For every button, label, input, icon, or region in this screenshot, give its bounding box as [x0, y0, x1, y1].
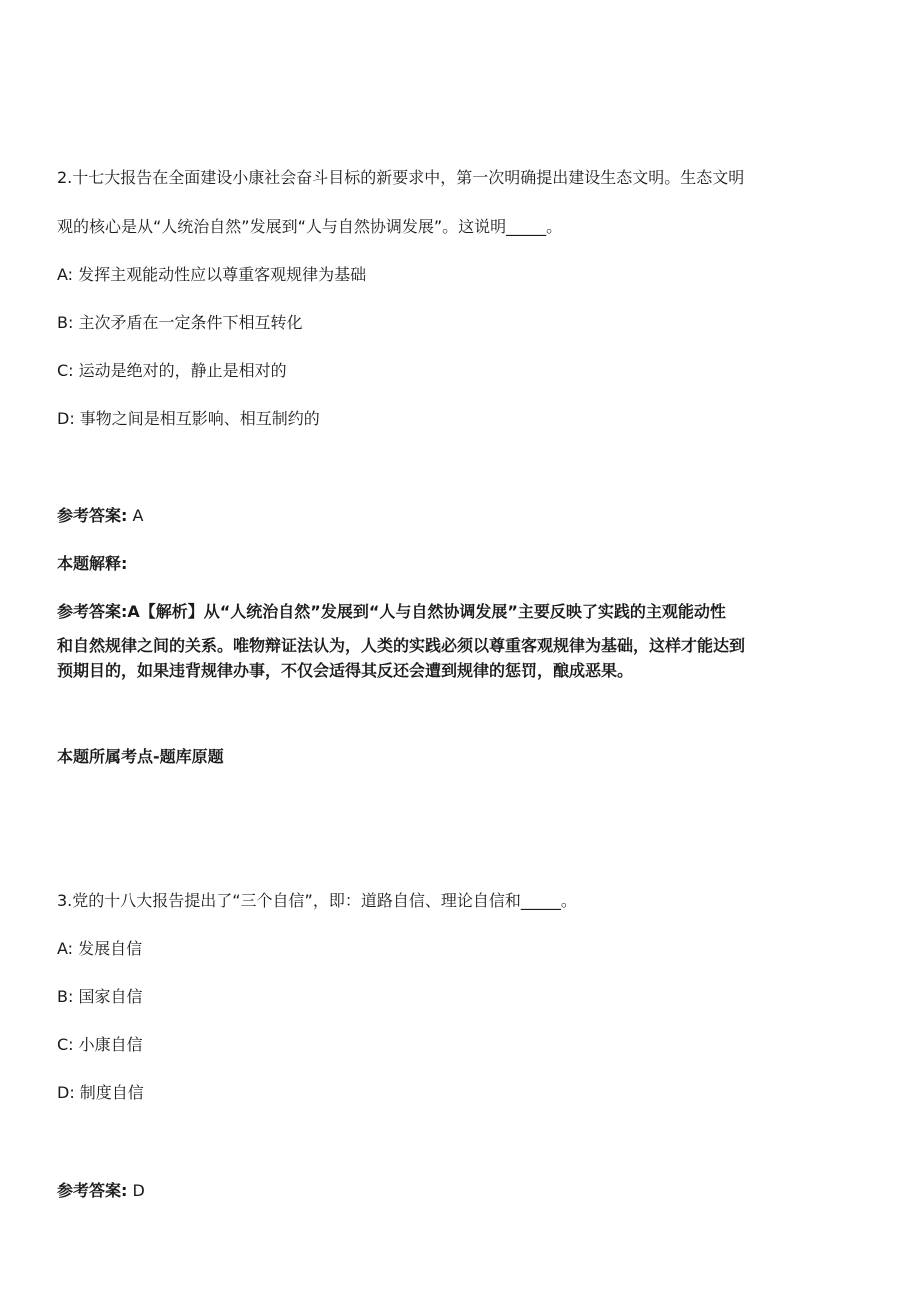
q3-answer-value: D	[127, 1181, 145, 1200]
q2-explanation-line-1: 参考答案:A【解析】从“人统治自然”发展到“人与自然协调发展”主要反映了实践的主观能动性	[57, 602, 726, 621]
q3-option-c: C: 小康自信	[57, 1035, 143, 1054]
q3-answer	[57, 1180, 880, 1202]
q2-stem-line-1: 2.十七大报告在全面建设小康社会奋斗目标的新要求中，第一次明确提出建设生态文明。生态文明	[57, 168, 745, 187]
q2-option-d: D: 事物之间是相互影响、相互制约的	[57, 409, 320, 428]
q2-source: 本题所属考点-题库原题	[57, 747, 224, 766]
q3-option-d: D: 制度自信	[57, 1083, 144, 1102]
q3-option-a: A: 发展自信	[57, 939, 143, 958]
q2-explanation-title: 本题解释:	[57, 554, 128, 573]
q2-option-c: C: 运动是绝对的，静止是相对的	[57, 361, 287, 380]
q2-answer-value: A	[127, 506, 144, 525]
q3-answer-label: 参考答案:	[57, 1181, 128, 1200]
q3-stem: 3.党的十八大报告提出了“三个自信”，即：道路自信、理论自信和_____。	[57, 891, 577, 910]
q3-option-b: B: 国家自信	[57, 987, 143, 1006]
q2-option-a: A: 发挥主观能动性应以尊重客观规律为基础	[57, 265, 367, 284]
q2-answer-label: 参考答案:	[57, 506, 128, 525]
q2-option-b: B: 主次矛盾在一定条件下相互转化	[57, 313, 303, 332]
q2-explanation-line-3: 预期目的，如果违背规律办事，不仅会适得其反还会遭到规律的惩罚，酿成恶果。	[57, 661, 634, 680]
q2-explanation-line-2: 和自然规律之间的关系。唯物辩证法认为，人类的实践必须以尊重客观规律为基础，这样才能达到	[57, 636, 746, 655]
q2-stem-line-2: 观的核心是从“人统治自然”发展到“人与自然协调发展”。这说明_____。	[57, 217, 563, 236]
q2-answer	[57, 505, 880, 527]
